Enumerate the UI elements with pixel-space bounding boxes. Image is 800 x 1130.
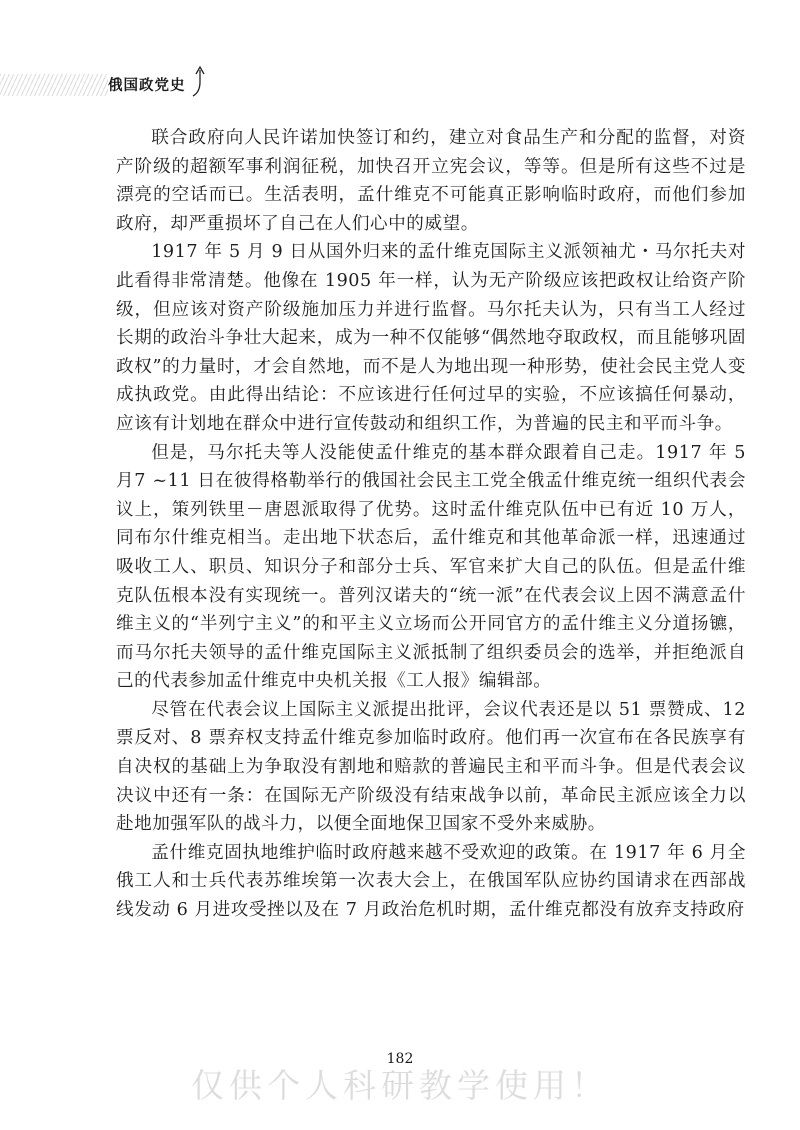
paragraph: 孟什维克固执地维护临时政府越来越不受欢迎的政策。在 1917 年 6 月全俄工人和士兵代表苏维埃第一次表大会上，在俄国军队应协约国请求在西部战线发动 6 月进攻受挫以及在 7 月政治危机时期，孟什维克都没有放弃支持政府 bbox=[116, 842, 746, 921]
paragraph: 1917 年 5 月 9 日从国外归来的孟什维克国际主义派领袖尤・马尔托夫对此看得非常清楚。他像在 1905 年一样，认为无产阶级应该把政权让给资产阶级，但应该对资产阶级施加压力并进行监督。马尔托夫认为，只有当工人经过长期的政治斗争壮大起来，成为一种不仅能够“偶然地夺取政权，而且能够巩固政权”的力量时，才会自然地，而不是人为地出现一种形势，使社会民主党人变成执政党。由此得出结论：不应该进行任何过早的实验，不应该搞任何暴动，应该有计划地在群众中进行宣传鼓动和组织工作，为普遍的民主和平而斗争。 bbox=[116, 242, 746, 434]
header-hatch-decoration bbox=[0, 74, 108, 96]
watermark-text: 仅供个人科研教学使用！ bbox=[191, 1066, 609, 1105]
running-header bbox=[0, 62, 260, 102]
paragraph: 尽管在代表会议上国际主义派提出批评，会议代表还是以 51 票赞成、12 票反对、8 票弃权支持孟什维克参加临时政府。他们再一次宣布在各民族享有自决权的基础上为争取没有割地和赔款的普遍民主和平而斗争。但是代表会议决议中还有一条：在国际无产阶级没有结束战争以前，革命民主派应该全力以赴地加强军队的战斗力，以便全面地保卫国家不受外来威胁。 bbox=[116, 699, 746, 835]
paragraph: 联合政府向人民许诺加快签订和约，建立对食品生产和分配的监督，对资产阶级的超额军事利润征税，加快召开立宪会议，等等。但是所有这些不过是漂亮的空话而已。生活表明，孟什维克不可能真正影响临时政府，而他们参加政府，却严重损坏了自己在人们心中的威望。 bbox=[116, 128, 746, 234]
header-title: 俄国政党史 bbox=[108, 78, 186, 94]
page-number: 182 bbox=[386, 1051, 414, 1067]
body-text bbox=[116, 124, 746, 925]
header-arrow-icon bbox=[192, 62, 222, 102]
paragraph: 但是，马尔托夫等人没能使孟什维克的基本群众跟着自己走。1917 年 5 月7 ~11 日在彼得格勒举行的俄国社会民主工党全俄孟什维克统一组织代表会议上，策列铁里－唐恩派取得了优势。这时孟什维克队伍中已有近 10 万人，同布尔什维克相当。走出地下状态后，孟什维克和其他革命派一样，迅速通过吸收工人、职员、知识分子和部分士兵、军官来扩大自己的队伍。但是孟什维克队伍根本没有实现统一。普列汉诺夫的“统一派”在代表会议上因不满意孟什维主义的“半列宁主义”的和平主义立场而公开同官方的孟什维主义分道扬镳，而马尔托夫领导的孟什维克国际主义派抵制了组织委员会的选举，并拒绝派自己的代表参加孟什维克中央机关报《工人报》编辑部。 bbox=[116, 442, 746, 692]
